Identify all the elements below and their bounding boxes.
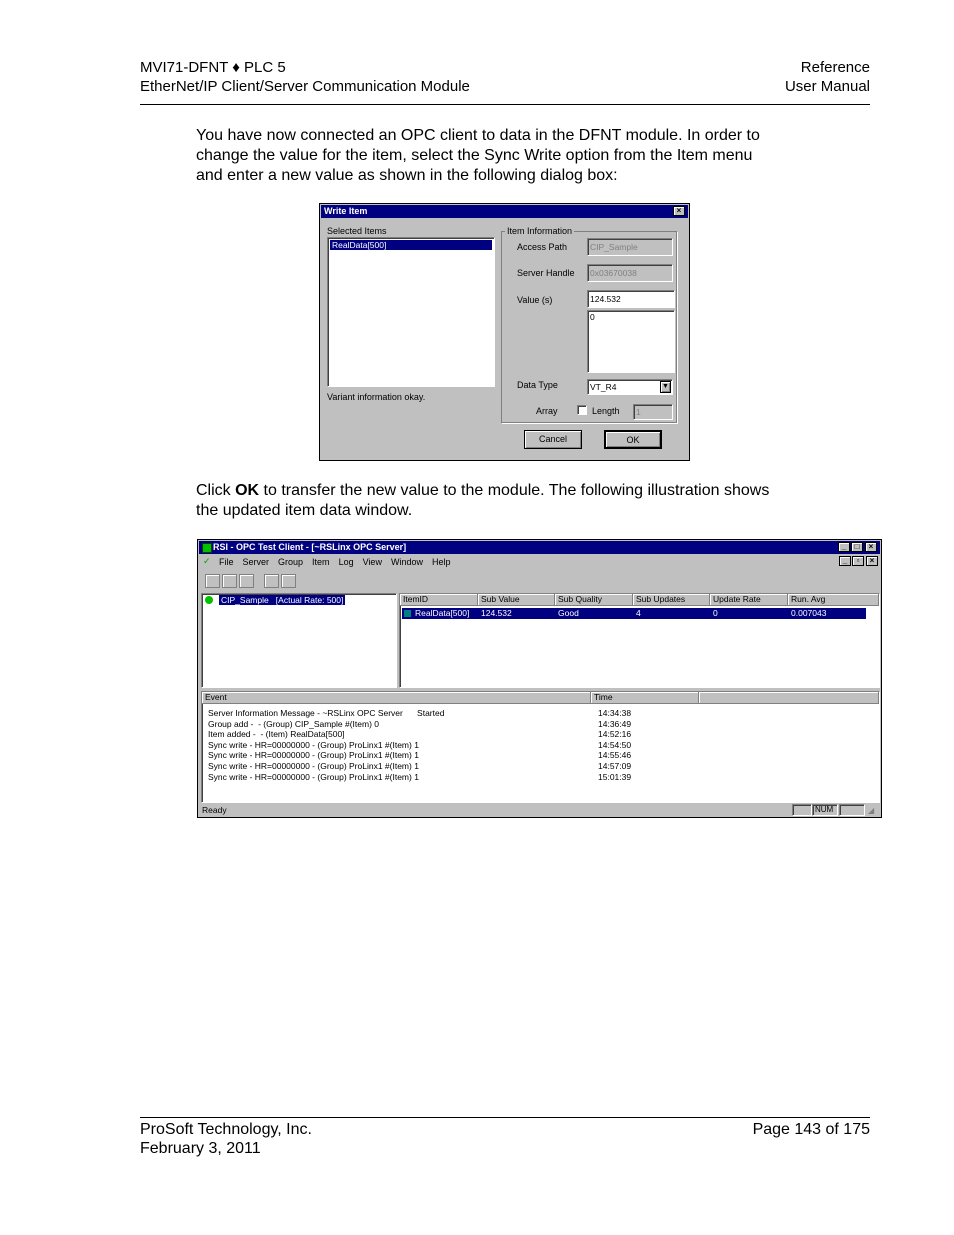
column-header-sub-quality[interactable]: Sub Quality — [555, 594, 633, 606]
num-lock-indicator: NUM — [812, 804, 838, 816]
app-icon — [202, 543, 212, 553]
menu-list — [219, 556, 450, 568]
maximize-icon[interactable]: □ — [851, 542, 863, 552]
menu-help[interactable]: Help — [431, 557, 451, 567]
item-list-pane[interactable] — [399, 593, 880, 688]
child-close-icon[interactable]: × — [866, 556, 878, 566]
column-header-run-avg[interactable]: Run. Avg — [788, 594, 879, 606]
selected-items-list[interactable] — [327, 237, 495, 387]
cancel-button[interactable]: Cancel — [524, 430, 582, 449]
column-header-sub-updates[interactable]: Sub Updates — [633, 594, 710, 606]
table-cell: 4 — [636, 608, 641, 618]
window-title: RSI - OPC Test Client - [~RSLinx OPC Server] — [213, 542, 407, 552]
minimize-icon[interactable]: _ — [838, 542, 850, 552]
menu-log[interactable]: Log — [338, 557, 354, 567]
event-text: Sync write - HR=00000000 - (Group) ProLinx1 #(Item) 1 — [208, 761, 419, 771]
save-icon[interactable] — [239, 574, 254, 588]
child-minimize-icon[interactable]: _ — [839, 556, 851, 566]
header-section: Reference — [800, 59, 870, 76]
event-text: Group add - - (Group) CIP_Sample #(Item) 0 — [208, 718, 380, 729]
intro-line: change the value for the item, select the Sync Write option from the Item menu — [196, 147, 753, 164]
status-cell — [839, 804, 865, 816]
selected-items-label: Selected Items — [327, 226, 387, 236]
data-type-selected: VT_R4 — [590, 382, 617, 392]
middle-line: the updated item data window. — [196, 502, 413, 519]
group-status-icon — [205, 596, 213, 604]
server-handle-label: Server Handle — [517, 268, 575, 278]
list-item[interactable]: RealData[500] — [330, 240, 492, 250]
event-column-header[interactable]: Event — [202, 692, 591, 704]
window-title-bar — [199, 541, 880, 554]
menu-group[interactable]: Group — [278, 557, 304, 567]
event-time: 14:55:46 — [598, 750, 632, 761]
table-cell: RealData[500] — [415, 608, 470, 618]
ok-emphasis: OK — [235, 482, 260, 499]
footer-left — [140, 1120, 312, 1158]
open-icon[interactable] — [222, 574, 237, 588]
middle-line — [196, 481, 816, 501]
resize-grip-icon[interactable]: ◢ — [868, 806, 875, 815]
value-label: Value (s) — [517, 295, 553, 305]
event-text: Sync write - HR=00000000 - (Group) ProLinx1 #(Item) 1 — [208, 750, 419, 761]
middle-text: to transfer the new value to the module. The following illustration shows — [259, 482, 770, 499]
array-label: Array — [536, 406, 558, 416]
access-path-label: Access Path — [517, 242, 568, 252]
header-rule — [140, 104, 870, 105]
write-item-dialog — [319, 203, 690, 461]
event-text: Sync write - HR=00000000 - (Group) ProLinx1 #(Item) 1 — [208, 771, 419, 782]
menu-window[interactable]: Window — [390, 557, 423, 567]
intro-paragraph — [196, 126, 816, 186]
event-text: Sync write - HR=00000000 - (Group) ProLinx1 #(Item) 1 — [208, 739, 419, 750]
footer-rule — [140, 1117, 870, 1118]
close-icon[interactable]: × — [673, 206, 685, 216]
length-label: Length — [592, 406, 620, 416]
column-header-update-rate[interactable]: Update Rate — [710, 594, 788, 606]
event-log-pane[interactable] — [201, 691, 880, 803]
header-doc-type: User Manual — [784, 78, 870, 95]
status-cell — [792, 804, 812, 816]
table-cell: Good — [558, 608, 579, 618]
data-type-select[interactable] — [587, 379, 673, 395]
access-path-field: CIP_Sample — [587, 238, 673, 256]
middle-text: Click — [196, 482, 236, 499]
header-right — [785, 58, 870, 96]
menu-file[interactable]: File — [219, 557, 234, 567]
event-time: 14:54:50 — [598, 739, 632, 750]
intro-line: You have now connected an OPC client to data in the DFNT module. In order to — [196, 127, 760, 144]
group-tree-pane[interactable] — [201, 593, 397, 688]
intro-line: and enter a new value as shown in the following dialog box: — [196, 167, 618, 184]
middle-paragraph — [196, 481, 816, 521]
array-values-textarea[interactable]: 0 — [587, 310, 675, 373]
item-information-label: Item Information — [507, 226, 573, 236]
data-type-label: Data Type — [517, 380, 558, 390]
length-checkbox[interactable] — [577, 405, 587, 415]
value-input[interactable]: 124.532 — [587, 290, 675, 308]
status-text: Ready — [202, 805, 227, 815]
item-icon — [404, 610, 411, 617]
dialog-title: Write Item — [324, 206, 368, 216]
new-icon[interactable] — [205, 574, 220, 588]
dialog-title-bar — [321, 205, 688, 218]
header-left — [140, 58, 470, 96]
event-text: Item added - - (Item) RealData[500] — [208, 729, 345, 740]
menu-bar — [199, 555, 880, 568]
server-handle-field: 0x03670038 — [587, 264, 673, 282]
event-time: 15:01:39 — [598, 771, 632, 782]
close-icon[interactable]: × — [865, 542, 877, 552]
child-restore-icon[interactable]: ▫ — [852, 556, 864, 566]
group-entry[interactable]: CIP_Sample [Actual Rate: 500] — [221, 595, 344, 605]
menu-view[interactable]: View — [362, 557, 382, 567]
header-product: MVI71-DFNT ♦ PLC 5 — [140, 59, 286, 76]
length-field: 1 — [633, 404, 673, 420]
time-column-header[interactable]: Time — [591, 692, 699, 704]
event-time: 14:36:49 — [598, 718, 632, 729]
menu-server[interactable]: Server — [242, 557, 270, 567]
opc-client-window — [197, 539, 882, 818]
footer-company: ProSoft Technology, Inc. — [140, 1121, 312, 1138]
menu-item[interactable]: Item — [312, 557, 330, 567]
add-item-icon[interactable] — [281, 574, 296, 588]
add-group-icon[interactable] — [264, 574, 279, 588]
event-time: 14:52:16 — [598, 729, 632, 740]
chevron-down-icon[interactable]: ▼ — [660, 381, 671, 393]
variant-info-text: Variant information okay. — [327, 392, 426, 402]
header-module: EtherNet/IP Client/Server Communication Module — [140, 78, 470, 95]
event-time: 14:34:38 — [598, 708, 632, 718]
blank-column-header — [699, 692, 879, 704]
footer-date: February 3, 2011 — [140, 1140, 261, 1157]
event-text: Server Information Message - ~RSLinx OPC Server Started — [208, 708, 445, 718]
item-column-headers — [400, 594, 879, 606]
table-cell: 0.007043 — [791, 608, 827, 618]
footer-page-number: Page 143 of 175 — [752, 1121, 870, 1138]
table-row[interactable] — [402, 608, 866, 619]
event-time: 14:57:09 — [598, 761, 632, 771]
table-cell: 0 — [713, 608, 718, 618]
table-cell: 124.532 — [481, 608, 512, 618]
checkmark-icon: ✓ — [203, 556, 211, 566]
column-header-sub-value[interactable]: Sub Value — [478, 594, 555, 606]
ok-button[interactable]: OK — [604, 430, 662, 449]
column-header-itemid[interactable]: ItemID — [400, 594, 478, 606]
